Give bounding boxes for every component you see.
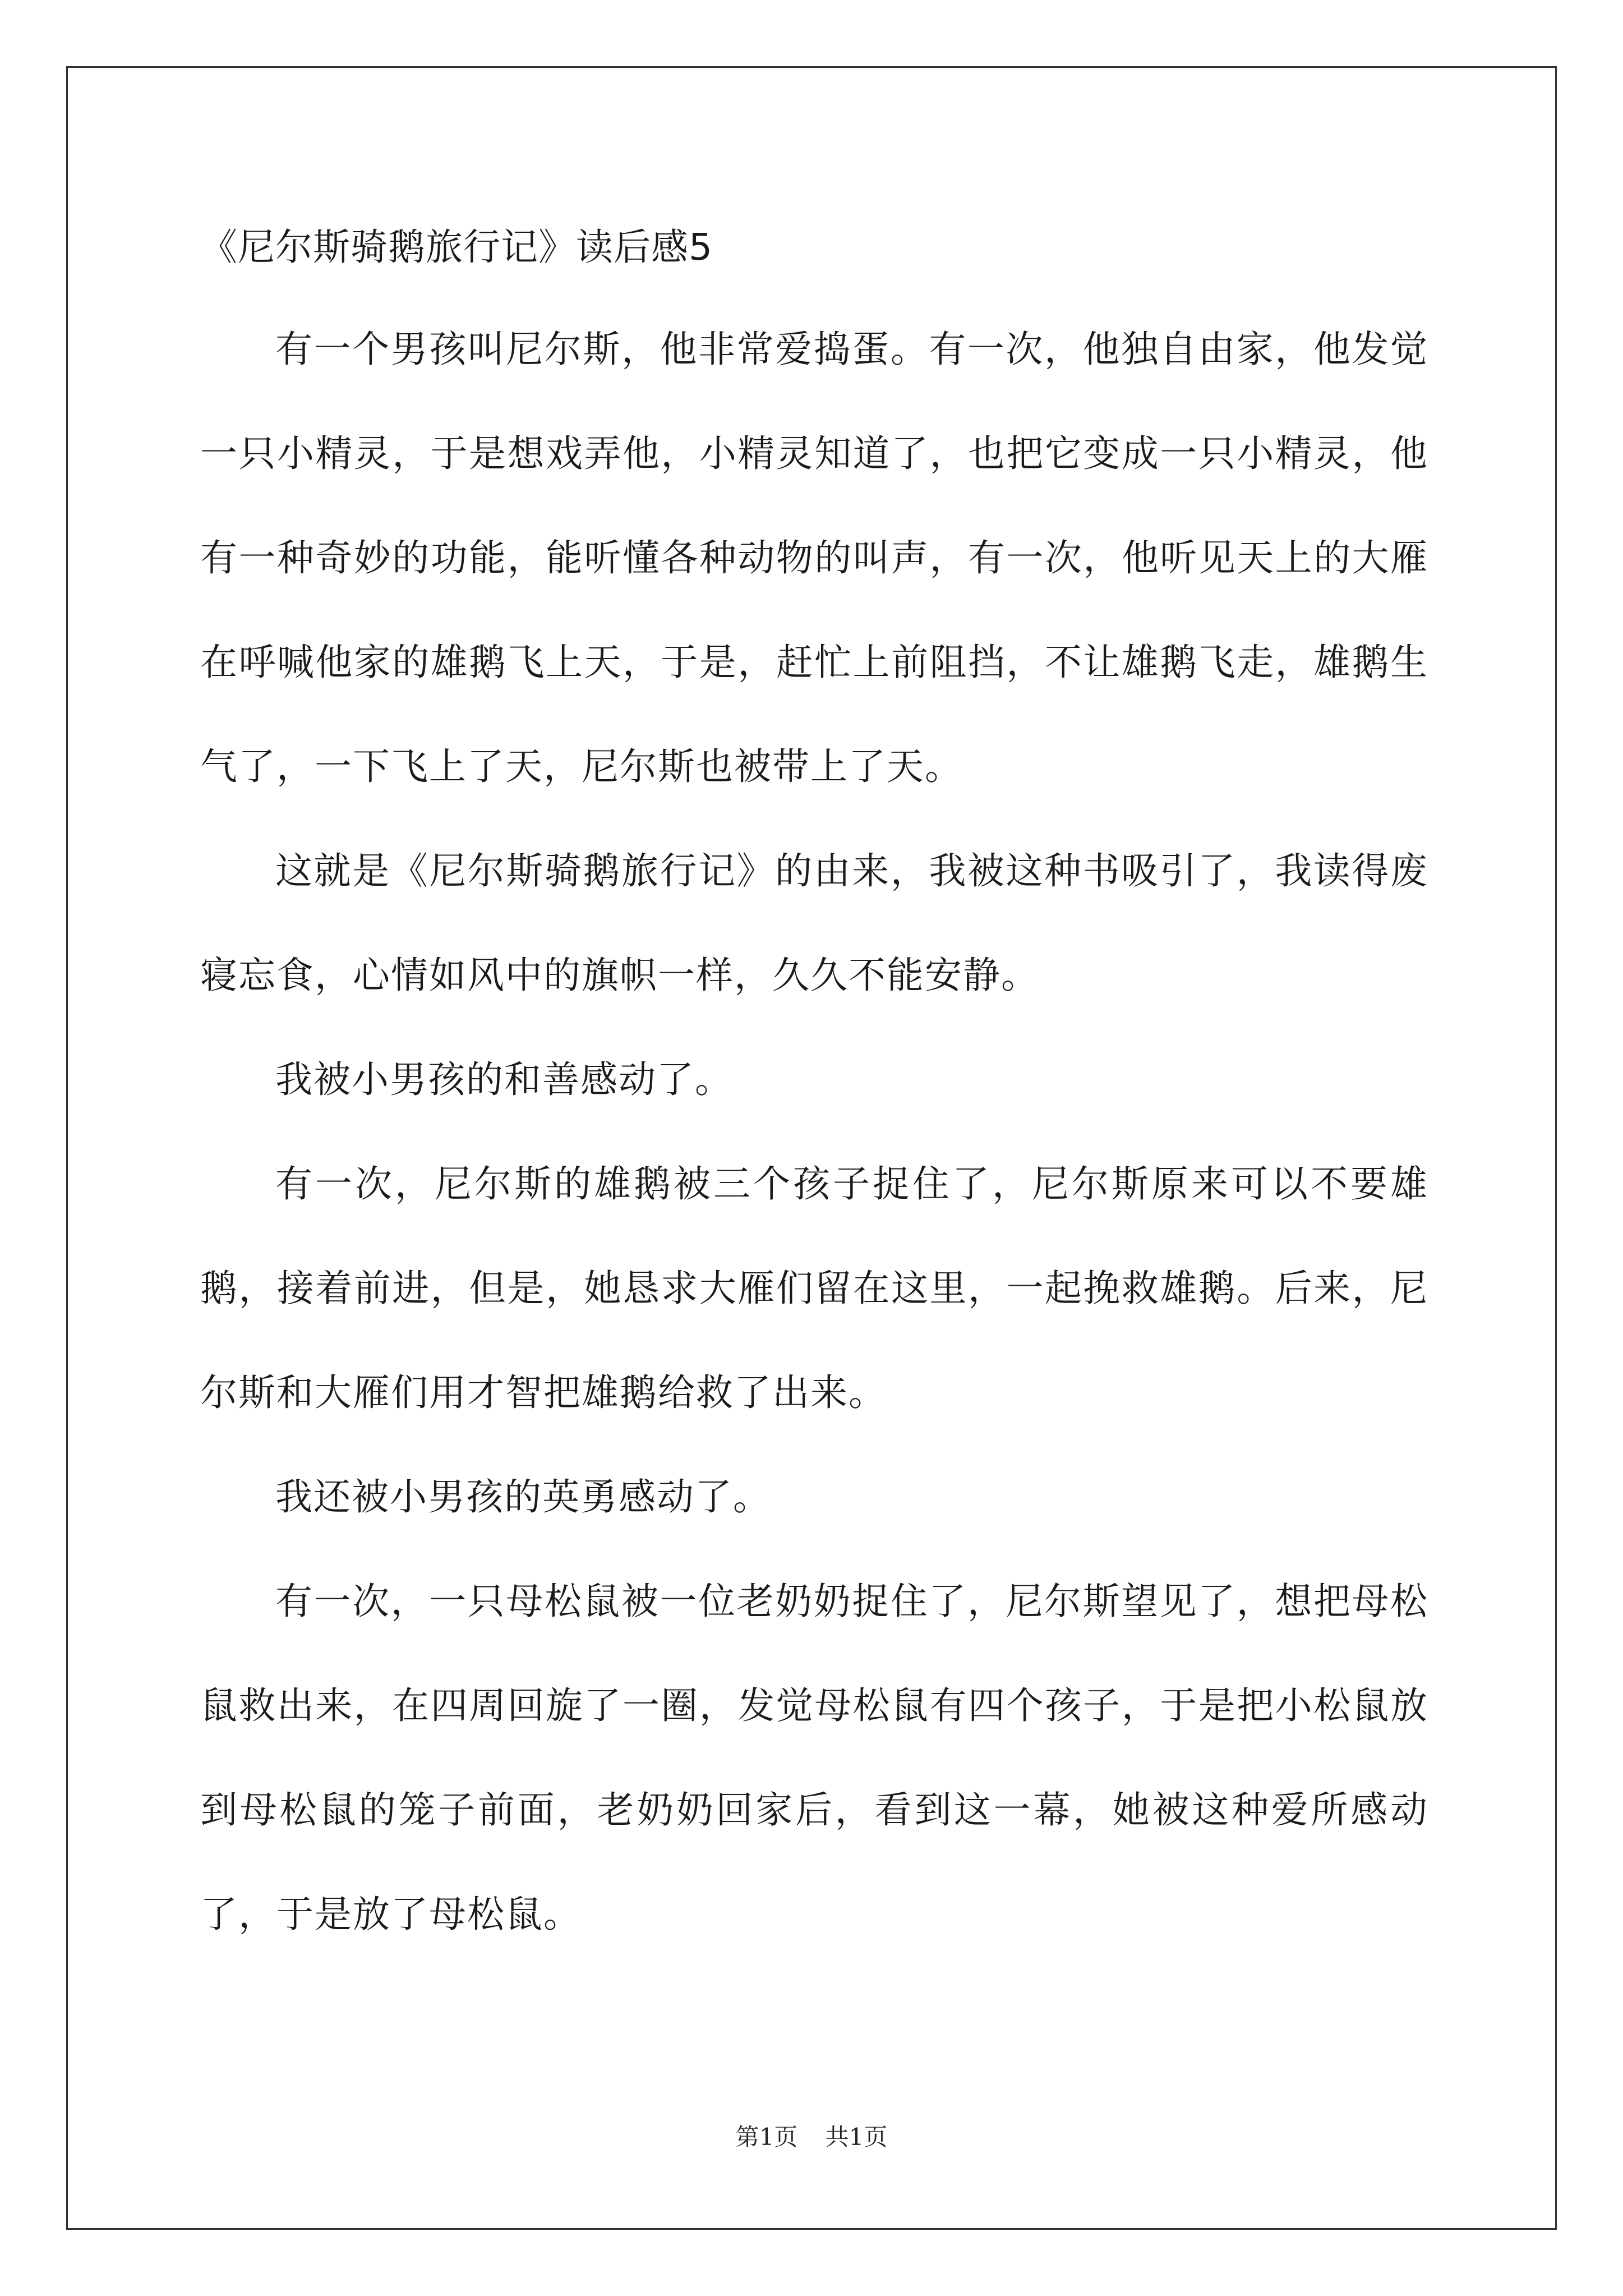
paragraph-2: 这就是《尼尔斯骑鹅旅行记》的由来，我被这种书吸引了，我读得废寝忘食，心情如风中的旗帜一样，久久不能安静。 <box>200 849 1428 997</box>
paragraph-6: 有一次，一只母松鼠被一位老奶奶捉住了，尼尔斯望见了，想把母松鼠救出来，在四周回旋了一圈，发觉母松鼠有四个孩子，于是把小松鼠放到母松鼠的笼子前面，老奶奶回家后，看到这一幕，她被这种爱所感动了，于是放了母松鼠。 <box>200 1580 1428 1936</box>
paragraph-4: 有一次，尼尔斯的雄鹅被三个孩子捉住了，尼尔斯原来可以不要雄鹅，接着前进，但是，她恳求大雁们留在这里，一起挽救雄鹅。后来，尼尔斯和大雁们用才智把雄鹅给救了出来。 <box>200 1162 1428 1414</box>
title-spacer <box>200 275 1428 297</box>
document-title: 《尼尔斯骑鹅旅行记》读后感5 <box>200 226 713 269</box>
paragraph-1: 有一个男孩叫尼尔斯，他非常爱捣蛋。有一次，他独自由家，他发觉一只小精灵，于是想戏弄他，小精灵知道了，也把它变成一只小精灵，他有一种奇妙的功能，能听懂各种动物的叫声，有一次，他听见天上的大雁在呼喊他家的雄鹅飞上天，于是，赶忙上前阻挡，不让雄鹅飞走，雄鹅生气了，一下飞上了天，尼尔斯也被带上了天。 <box>200 328 1428 788</box>
paragraph-3: 我被小男孩的和善感动了。 <box>275 1058 733 1101</box>
document-body <box>200 220 1428 1967</box>
page-number: 第1页 <box>735 2123 798 2151</box>
page-footer <box>0 2120 1623 2154</box>
paragraph-5: 我还被小男孩的英勇感动了。 <box>275 1475 771 1519</box>
page-total: 共1页 <box>825 2123 888 2151</box>
